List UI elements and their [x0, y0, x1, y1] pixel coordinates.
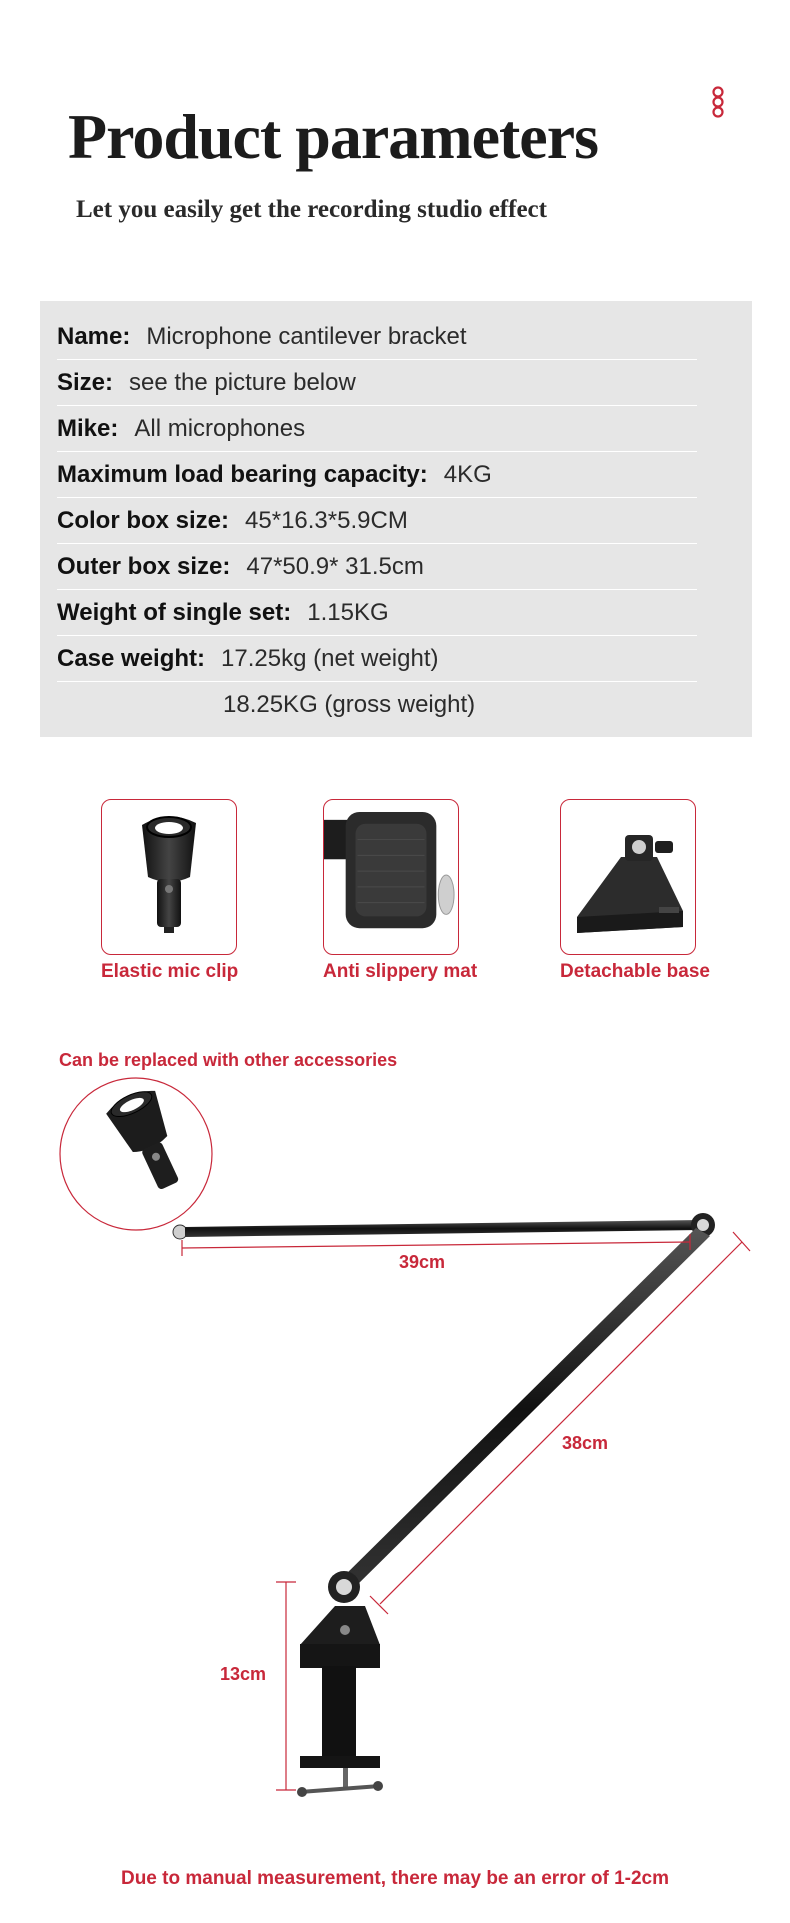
detachable-base-icon [563, 807, 693, 947]
accessory-anti-slip-mat [323, 799, 478, 983]
accessory-image-frame [323, 799, 459, 955]
spec-row-outer-box [57, 544, 697, 590]
spec-value: 45*16.3*5.9CM [245, 506, 408, 534]
spec-row-gross-weight [57, 682, 697, 728]
spec-label: Name: [57, 322, 131, 350]
replaceable-accessory-note: Can be replaced with other accessories [59, 1050, 398, 1070]
spec-value: 18.25KG (gross weight) [223, 691, 476, 718]
spec-value: 1.15KG [307, 598, 389, 626]
spec-row-size [57, 360, 697, 406]
spec-value: Microphone cantilever bracket [146, 322, 467, 350]
spec-value: 4KG [443, 460, 492, 488]
measurement-error-note: Due to manual measurement, there may be an error of 1-2cm [120, 1868, 669, 1889]
three-rings-icon [706, 86, 730, 118]
spec-value: All microphones [134, 414, 306, 442]
spec-value: see the picture below [129, 368, 356, 396]
spec-label: Maximum load bearing capacity: [57, 460, 428, 488]
spec-label: Case weight: [57, 644, 206, 672]
accessory-image-frame [101, 799, 237, 955]
spec-row-name [57, 314, 697, 360]
accessory-label: Detachable base [560, 961, 710, 982]
mic-clip-icon [114, 807, 224, 947]
spec-label: Mike: [57, 414, 119, 442]
page-title: Product parameters [68, 101, 598, 172]
anti-slip-mat-icon [324, 799, 458, 955]
spec-panel [40, 301, 752, 737]
accessory-detachable-base [560, 799, 710, 983]
spec-row-mike [57, 406, 697, 452]
spec-label: Outer box size: [57, 552, 231, 580]
accessory-mic-clip [101, 799, 237, 983]
dimension-label-top-arm: 39cm [399, 1252, 446, 1272]
accessory-label: Anti slippery mat [323, 961, 478, 982]
boom-arm-diagram [0, 1070, 790, 1830]
accessory-image-frame [560, 799, 696, 955]
spec-row-color-box [57, 498, 697, 544]
dimension-label-lower-arm: 38cm [562, 1433, 609, 1453]
spec-value: 17.25kg (net weight) [221, 644, 439, 672]
spec-label: Weight of single set: [57, 598, 292, 626]
spec-row-weight [57, 590, 697, 636]
spec-label: Color box size: [57, 506, 230, 534]
accessory-label: Elastic mic clip [101, 961, 239, 982]
dimension-label-base: 13cm [220, 1664, 267, 1684]
spec-row-case-weight [57, 636, 697, 682]
spec-value: 47*50.9* 31.5cm [246, 552, 424, 580]
spec-label: Size: [57, 368, 114, 396]
page-subtitle: Let you easily get the recording studio effect [76, 196, 547, 223]
spec-row-load [57, 452, 697, 498]
